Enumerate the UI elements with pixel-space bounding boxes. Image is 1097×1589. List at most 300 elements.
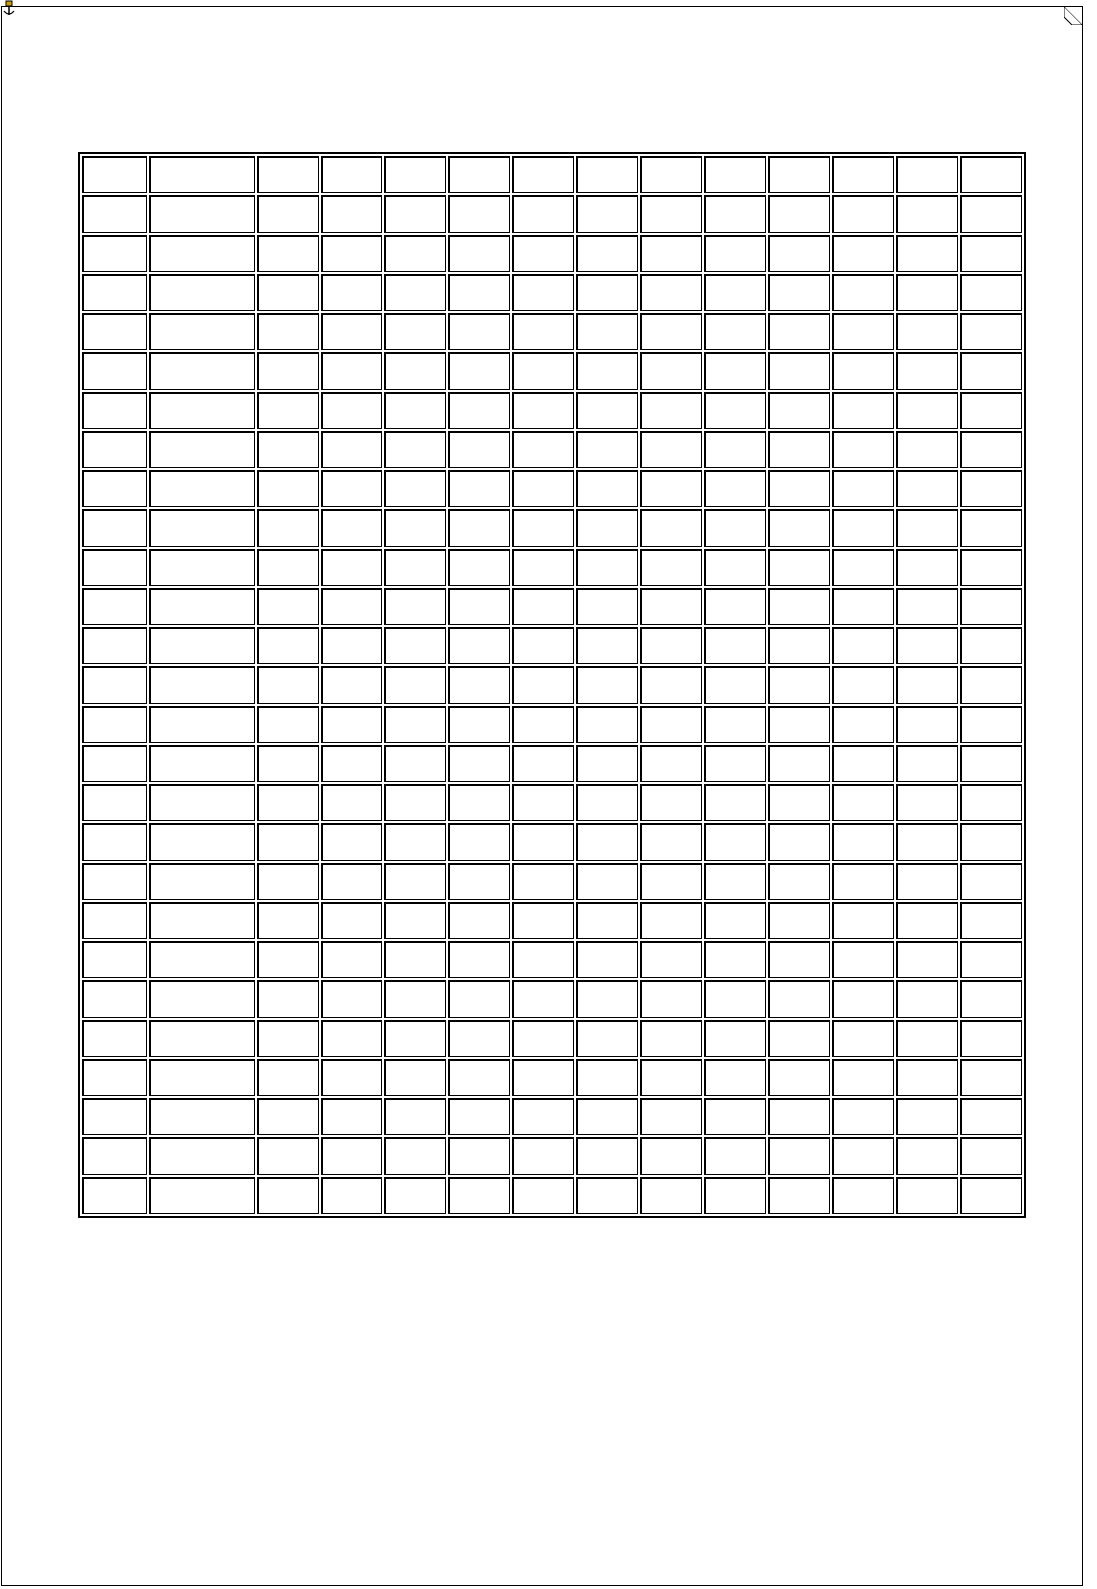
table-cell[interactable]	[896, 352, 958, 389]
table-cell[interactable]	[512, 980, 574, 1017]
table-cell[interactable]	[768, 745, 830, 782]
table-cell[interactable]	[576, 1020, 638, 1057]
table-cell[interactable]	[576, 1137, 638, 1174]
table-cell[interactable]	[704, 431, 766, 468]
table-cell[interactable]	[960, 902, 1022, 939]
table-cell[interactable]	[704, 313, 766, 350]
table-cell[interactable]	[321, 666, 383, 703]
table-cell[interactable]	[960, 470, 1022, 507]
table-cell[interactable]	[576, 980, 638, 1017]
table-cell[interactable]	[832, 588, 894, 625]
table-cell[interactable]	[896, 509, 958, 546]
table-cell[interactable]	[960, 235, 1022, 272]
table-cell[interactable]	[576, 470, 638, 507]
table-cell[interactable]	[768, 1098, 830, 1135]
table-cell[interactable]	[384, 588, 446, 625]
table-cell[interactable]	[832, 156, 894, 193]
table-cell[interactable]	[257, 195, 319, 232]
table-cell[interactable]	[768, 1177, 830, 1215]
table-cell[interactable]	[321, 1098, 383, 1135]
table-cell[interactable]	[149, 156, 255, 193]
table-cell[interactable]	[149, 1177, 255, 1215]
table-cell[interactable]	[960, 156, 1022, 193]
table-cell[interactable]	[149, 509, 255, 546]
table-cell[interactable]	[384, 195, 446, 232]
table-cell[interactable]	[321, 980, 383, 1017]
table-cell[interactable]	[257, 1059, 319, 1096]
table-cell[interactable]	[960, 627, 1022, 664]
table-cell[interactable]	[896, 156, 958, 193]
table-cell[interactable]	[448, 1020, 510, 1057]
table-cell[interactable]	[257, 1098, 319, 1135]
table-cell[interactable]	[640, 1020, 702, 1057]
table-cell[interactable]	[960, 509, 1022, 546]
table-cell[interactable]	[448, 863, 510, 900]
table-cell[interactable]	[768, 313, 830, 350]
table-cell[interactable]	[82, 509, 147, 546]
table-cell[interactable]	[384, 784, 446, 821]
table-cell[interactable]	[448, 627, 510, 664]
table-cell[interactable]	[960, 1098, 1022, 1135]
table-cell[interactable]	[448, 706, 510, 743]
table-cell[interactable]	[82, 1177, 147, 1215]
table-cell[interactable]	[832, 1177, 894, 1215]
table-cell[interactable]	[448, 392, 510, 429]
table-cell[interactable]	[960, 392, 1022, 429]
table-cell[interactable]	[149, 352, 255, 389]
table-cell[interactable]	[576, 352, 638, 389]
table-cell[interactable]	[832, 431, 894, 468]
table-cell[interactable]	[448, 235, 510, 272]
table-cell[interactable]	[448, 1177, 510, 1215]
table-cell[interactable]	[321, 313, 383, 350]
table-cell[interactable]	[82, 352, 147, 389]
table-cell[interactable]	[576, 313, 638, 350]
table-cell[interactable]	[896, 1059, 958, 1096]
table-cell[interactable]	[384, 392, 446, 429]
table-cell[interactable]	[832, 392, 894, 429]
table-cell[interactable]	[384, 941, 446, 978]
table-cell[interactable]	[149, 588, 255, 625]
table-cell[interactable]	[896, 941, 958, 978]
table-cell[interactable]	[384, 1098, 446, 1135]
table-cell[interactable]	[832, 706, 894, 743]
table-cell[interactable]	[640, 823, 702, 860]
table-cell[interactable]	[149, 706, 255, 743]
table-cell[interactable]	[832, 274, 894, 311]
table-cell[interactable]	[448, 470, 510, 507]
table-cell[interactable]	[257, 941, 319, 978]
table-cell[interactable]	[576, 666, 638, 703]
table-cell[interactable]	[960, 313, 1022, 350]
table-cell[interactable]	[576, 235, 638, 272]
table-cell[interactable]	[640, 666, 702, 703]
table-cell[interactable]	[704, 941, 766, 978]
table-cell[interactable]	[257, 863, 319, 900]
table-cell[interactable]	[384, 1020, 446, 1057]
table-cell[interactable]	[321, 863, 383, 900]
table-cell[interactable]	[640, 195, 702, 232]
table-cell[interactable]	[82, 1137, 147, 1174]
table-cell[interactable]	[832, 235, 894, 272]
table-cell[interactable]	[512, 902, 574, 939]
table-cell[interactable]	[149, 980, 255, 1017]
table-cell[interactable]	[704, 980, 766, 1017]
table-cell[interactable]	[512, 784, 574, 821]
table-cell[interactable]	[149, 549, 255, 586]
table-cell[interactable]	[257, 1020, 319, 1057]
table-cell[interactable]	[321, 1020, 383, 1057]
table-cell[interactable]	[832, 745, 894, 782]
table-cell[interactable]	[896, 470, 958, 507]
table-cell[interactable]	[257, 902, 319, 939]
table-cell[interactable]	[960, 706, 1022, 743]
table-cell[interactable]	[257, 823, 319, 860]
table-cell[interactable]	[576, 823, 638, 860]
table-cell[interactable]	[321, 627, 383, 664]
table-cell[interactable]	[704, 627, 766, 664]
table-cell[interactable]	[576, 392, 638, 429]
table-cell[interactable]	[512, 195, 574, 232]
table-cell[interactable]	[768, 352, 830, 389]
table-cell[interactable]	[576, 745, 638, 782]
table-cell[interactable]	[640, 980, 702, 1017]
table-cell[interactable]	[257, 431, 319, 468]
table-cell[interactable]	[896, 549, 958, 586]
table-cell[interactable]	[149, 1098, 255, 1135]
table-cell[interactable]	[448, 823, 510, 860]
table-cell[interactable]	[768, 1137, 830, 1174]
table-cell[interactable]	[384, 980, 446, 1017]
table-cell[interactable]	[896, 195, 958, 232]
table-cell[interactable]	[832, 863, 894, 900]
table-cell[interactable]	[896, 980, 958, 1017]
table-cell[interactable]	[640, 863, 702, 900]
table-cell[interactable]	[704, 1137, 766, 1174]
table-cell[interactable]	[512, 627, 574, 664]
table-cell[interactable]	[576, 627, 638, 664]
table-cell[interactable]	[704, 274, 766, 311]
table-cell[interactable]	[640, 1137, 702, 1174]
table-cell[interactable]	[149, 431, 255, 468]
table-cell[interactable]	[512, 1059, 574, 1096]
table-cell[interactable]	[768, 235, 830, 272]
table-cell[interactable]	[704, 392, 766, 429]
table-cell[interactable]	[149, 195, 255, 232]
table-cell[interactable]	[576, 588, 638, 625]
table-cell[interactable]	[704, 863, 766, 900]
table-cell[interactable]	[82, 470, 147, 507]
table-cell[interactable]	[640, 784, 702, 821]
table-cell[interactable]	[149, 627, 255, 664]
table-cell[interactable]	[82, 549, 147, 586]
table-cell[interactable]	[640, 274, 702, 311]
table-cell[interactable]	[512, 1137, 574, 1174]
table-cell[interactable]	[704, 352, 766, 389]
table-cell[interactable]	[321, 823, 383, 860]
table-cell[interactable]	[832, 1059, 894, 1096]
table-cell[interactable]	[321, 392, 383, 429]
table-cell[interactable]	[321, 470, 383, 507]
table-cell[interactable]	[82, 235, 147, 272]
table-cell[interactable]	[512, 549, 574, 586]
table-cell[interactable]	[960, 1177, 1022, 1215]
table-cell[interactable]	[896, 1020, 958, 1057]
table-cell[interactable]	[82, 1098, 147, 1135]
table-cell[interactable]	[384, 1177, 446, 1215]
table-cell[interactable]	[960, 1059, 1022, 1096]
table-cell[interactable]	[640, 941, 702, 978]
table-cell[interactable]	[704, 784, 766, 821]
table-cell[interactable]	[257, 1177, 319, 1215]
table-cell[interactable]	[257, 666, 319, 703]
table-cell[interactable]	[321, 352, 383, 389]
table-cell[interactable]	[704, 666, 766, 703]
table-cell[interactable]	[576, 1177, 638, 1215]
table-cell[interactable]	[512, 666, 574, 703]
table-cell[interactable]	[832, 313, 894, 350]
table-cell[interactable]	[896, 588, 958, 625]
table-cell[interactable]	[384, 1059, 446, 1096]
table-cell[interactable]	[448, 274, 510, 311]
table-cell[interactable]	[321, 745, 383, 782]
table-cell[interactable]	[960, 941, 1022, 978]
table-cell[interactable]	[960, 784, 1022, 821]
table-cell[interactable]	[384, 706, 446, 743]
table-cell[interactable]	[576, 941, 638, 978]
table-cell[interactable]	[149, 1020, 255, 1057]
table-cell[interactable]	[768, 706, 830, 743]
table-cell[interactable]	[384, 431, 446, 468]
table-cell[interactable]	[640, 706, 702, 743]
table-cell[interactable]	[832, 627, 894, 664]
table-cell[interactable]	[82, 902, 147, 939]
table-cell[interactable]	[704, 549, 766, 586]
table-cell[interactable]	[384, 863, 446, 900]
table-cell[interactable]	[512, 706, 574, 743]
table-cell[interactable]	[960, 863, 1022, 900]
table-cell[interactable]	[149, 1059, 255, 1096]
table-cell[interactable]	[832, 980, 894, 1017]
table-cell[interactable]	[448, 745, 510, 782]
table-cell[interactable]	[704, 1059, 766, 1096]
table-cell[interactable]	[832, 352, 894, 389]
table-cell[interactable]	[960, 195, 1022, 232]
table-cell[interactable]	[448, 509, 510, 546]
table-cell[interactable]	[768, 666, 830, 703]
table-cell[interactable]	[640, 509, 702, 546]
table-cell[interactable]	[896, 902, 958, 939]
table-cell[interactable]	[832, 666, 894, 703]
table-cell[interactable]	[448, 941, 510, 978]
table-cell[interactable]	[896, 313, 958, 350]
table-cell[interactable]	[576, 863, 638, 900]
table-cell[interactable]	[82, 195, 147, 232]
table-cell[interactable]	[768, 784, 830, 821]
table-cell[interactable]	[149, 745, 255, 782]
table-cell[interactable]	[576, 784, 638, 821]
table-cell[interactable]	[640, 902, 702, 939]
table-cell[interactable]	[149, 235, 255, 272]
table-cell[interactable]	[576, 902, 638, 939]
table-cell[interactable]	[768, 823, 830, 860]
table-cell[interactable]	[640, 549, 702, 586]
table-cell[interactable]	[768, 1059, 830, 1096]
table-cell[interactable]	[896, 1177, 958, 1215]
table-cell[interactable]	[896, 745, 958, 782]
table-cell[interactable]	[960, 1020, 1022, 1057]
table-cell[interactable]	[768, 431, 830, 468]
table-cell[interactable]	[448, 1137, 510, 1174]
table-cell[interactable]	[321, 235, 383, 272]
table-cell[interactable]	[960, 588, 1022, 625]
table-cell[interactable]	[149, 863, 255, 900]
table-cell[interactable]	[832, 902, 894, 939]
table-cell[interactable]	[768, 627, 830, 664]
table-cell[interactable]	[832, 784, 894, 821]
table-cell[interactable]	[384, 235, 446, 272]
table-cell[interactable]	[321, 588, 383, 625]
table-cell[interactable]	[576, 1098, 638, 1135]
table-cell[interactable]	[82, 627, 147, 664]
table-cell[interactable]	[82, 431, 147, 468]
table-cell[interactable]	[704, 1020, 766, 1057]
table-cell[interactable]	[448, 1059, 510, 1096]
table-cell[interactable]	[768, 980, 830, 1017]
table-cell[interactable]	[448, 666, 510, 703]
table-cell[interactable]	[257, 627, 319, 664]
table-cell[interactable]	[704, 745, 766, 782]
table-cell[interactable]	[82, 941, 147, 978]
table-cell[interactable]	[448, 156, 510, 193]
table-cell[interactable]	[257, 313, 319, 350]
table-cell[interactable]	[82, 823, 147, 860]
table-cell[interactable]	[384, 470, 446, 507]
table-cell[interactable]	[960, 823, 1022, 860]
table-cell[interactable]	[448, 195, 510, 232]
table-cell[interactable]	[82, 588, 147, 625]
table-cell[interactable]	[832, 1137, 894, 1174]
table-cell[interactable]	[640, 352, 702, 389]
table-cell[interactable]	[384, 902, 446, 939]
table-cell[interactable]	[384, 156, 446, 193]
table-cell[interactable]	[704, 195, 766, 232]
table-cell[interactable]	[896, 431, 958, 468]
table-cell[interactable]	[640, 1098, 702, 1135]
table-cell[interactable]	[82, 784, 147, 821]
table-cell[interactable]	[321, 1059, 383, 1096]
table-cell[interactable]	[512, 1177, 574, 1215]
table-cell[interactable]	[576, 431, 638, 468]
table-cell[interactable]	[576, 195, 638, 232]
table-cell[interactable]	[512, 745, 574, 782]
table-cell[interactable]	[149, 274, 255, 311]
table-cell[interactable]	[576, 274, 638, 311]
table-cell[interactable]	[257, 706, 319, 743]
table-cell[interactable]	[82, 392, 147, 429]
table-cell[interactable]	[896, 392, 958, 429]
table-cell[interactable]	[149, 392, 255, 429]
table-cell[interactable]	[321, 706, 383, 743]
table-cell[interactable]	[832, 470, 894, 507]
table-cell[interactable]	[149, 666, 255, 703]
table-cell[interactable]	[768, 549, 830, 586]
anchor-marker-icon[interactable]	[2, 0, 16, 18]
table-cell[interactable]	[768, 509, 830, 546]
table-cell[interactable]	[257, 980, 319, 1017]
table-cell[interactable]	[257, 274, 319, 311]
table-cell[interactable]	[896, 666, 958, 703]
table-cell[interactable]	[321, 549, 383, 586]
table-cell[interactable]	[640, 588, 702, 625]
table-cell[interactable]	[321, 902, 383, 939]
table-cell[interactable]	[960, 1137, 1022, 1174]
table-cell[interactable]	[640, 313, 702, 350]
table-cell[interactable]	[257, 1137, 319, 1174]
table-cell[interactable]	[576, 156, 638, 193]
table-cell[interactable]	[512, 863, 574, 900]
table-cell[interactable]	[384, 313, 446, 350]
table-cell[interactable]	[512, 431, 574, 468]
table-cell[interactable]	[149, 313, 255, 350]
table-cell[interactable]	[832, 195, 894, 232]
table-cell[interactable]	[321, 431, 383, 468]
table-cell[interactable]	[512, 823, 574, 860]
table-cell[interactable]	[257, 156, 319, 193]
table-cell[interactable]	[257, 352, 319, 389]
table-cell[interactable]	[149, 902, 255, 939]
table-cell[interactable]	[640, 745, 702, 782]
table-cell[interactable]	[896, 863, 958, 900]
table-cell[interactable]	[512, 235, 574, 272]
table-cell[interactable]	[149, 823, 255, 860]
table-cell[interactable]	[82, 1020, 147, 1057]
table-cell[interactable]	[149, 470, 255, 507]
table-cell[interactable]	[768, 588, 830, 625]
table-cell[interactable]	[896, 627, 958, 664]
table-cell[interactable]	[704, 902, 766, 939]
table-cell[interactable]	[448, 352, 510, 389]
table-cell[interactable]	[896, 823, 958, 860]
table-cell[interactable]	[384, 627, 446, 664]
table-cell[interactable]	[640, 627, 702, 664]
table-cell[interactable]	[384, 1137, 446, 1174]
table-cell[interactable]	[896, 784, 958, 821]
table-cell[interactable]	[448, 980, 510, 1017]
table-cell[interactable]	[576, 706, 638, 743]
table-cell[interactable]	[512, 156, 574, 193]
table-cell[interactable]	[960, 274, 1022, 311]
table-cell[interactable]	[768, 274, 830, 311]
table-cell[interactable]	[896, 235, 958, 272]
table-cell[interactable]	[384, 274, 446, 311]
table-cell[interactable]	[384, 745, 446, 782]
table-cell[interactable]	[321, 156, 383, 193]
table-cell[interactable]	[640, 235, 702, 272]
table-cell[interactable]	[321, 1177, 383, 1215]
table-cell[interactable]	[321, 784, 383, 821]
table-cell[interactable]	[768, 902, 830, 939]
table-cell[interactable]	[82, 745, 147, 782]
table-cell[interactable]	[82, 706, 147, 743]
table-cell[interactable]	[576, 549, 638, 586]
table-cell[interactable]	[576, 1059, 638, 1096]
table-cell[interactable]	[896, 274, 958, 311]
table-cell[interactable]	[832, 1098, 894, 1135]
table-cell[interactable]	[704, 1098, 766, 1135]
table-cell[interactable]	[640, 156, 702, 193]
table-cell[interactable]	[832, 823, 894, 860]
